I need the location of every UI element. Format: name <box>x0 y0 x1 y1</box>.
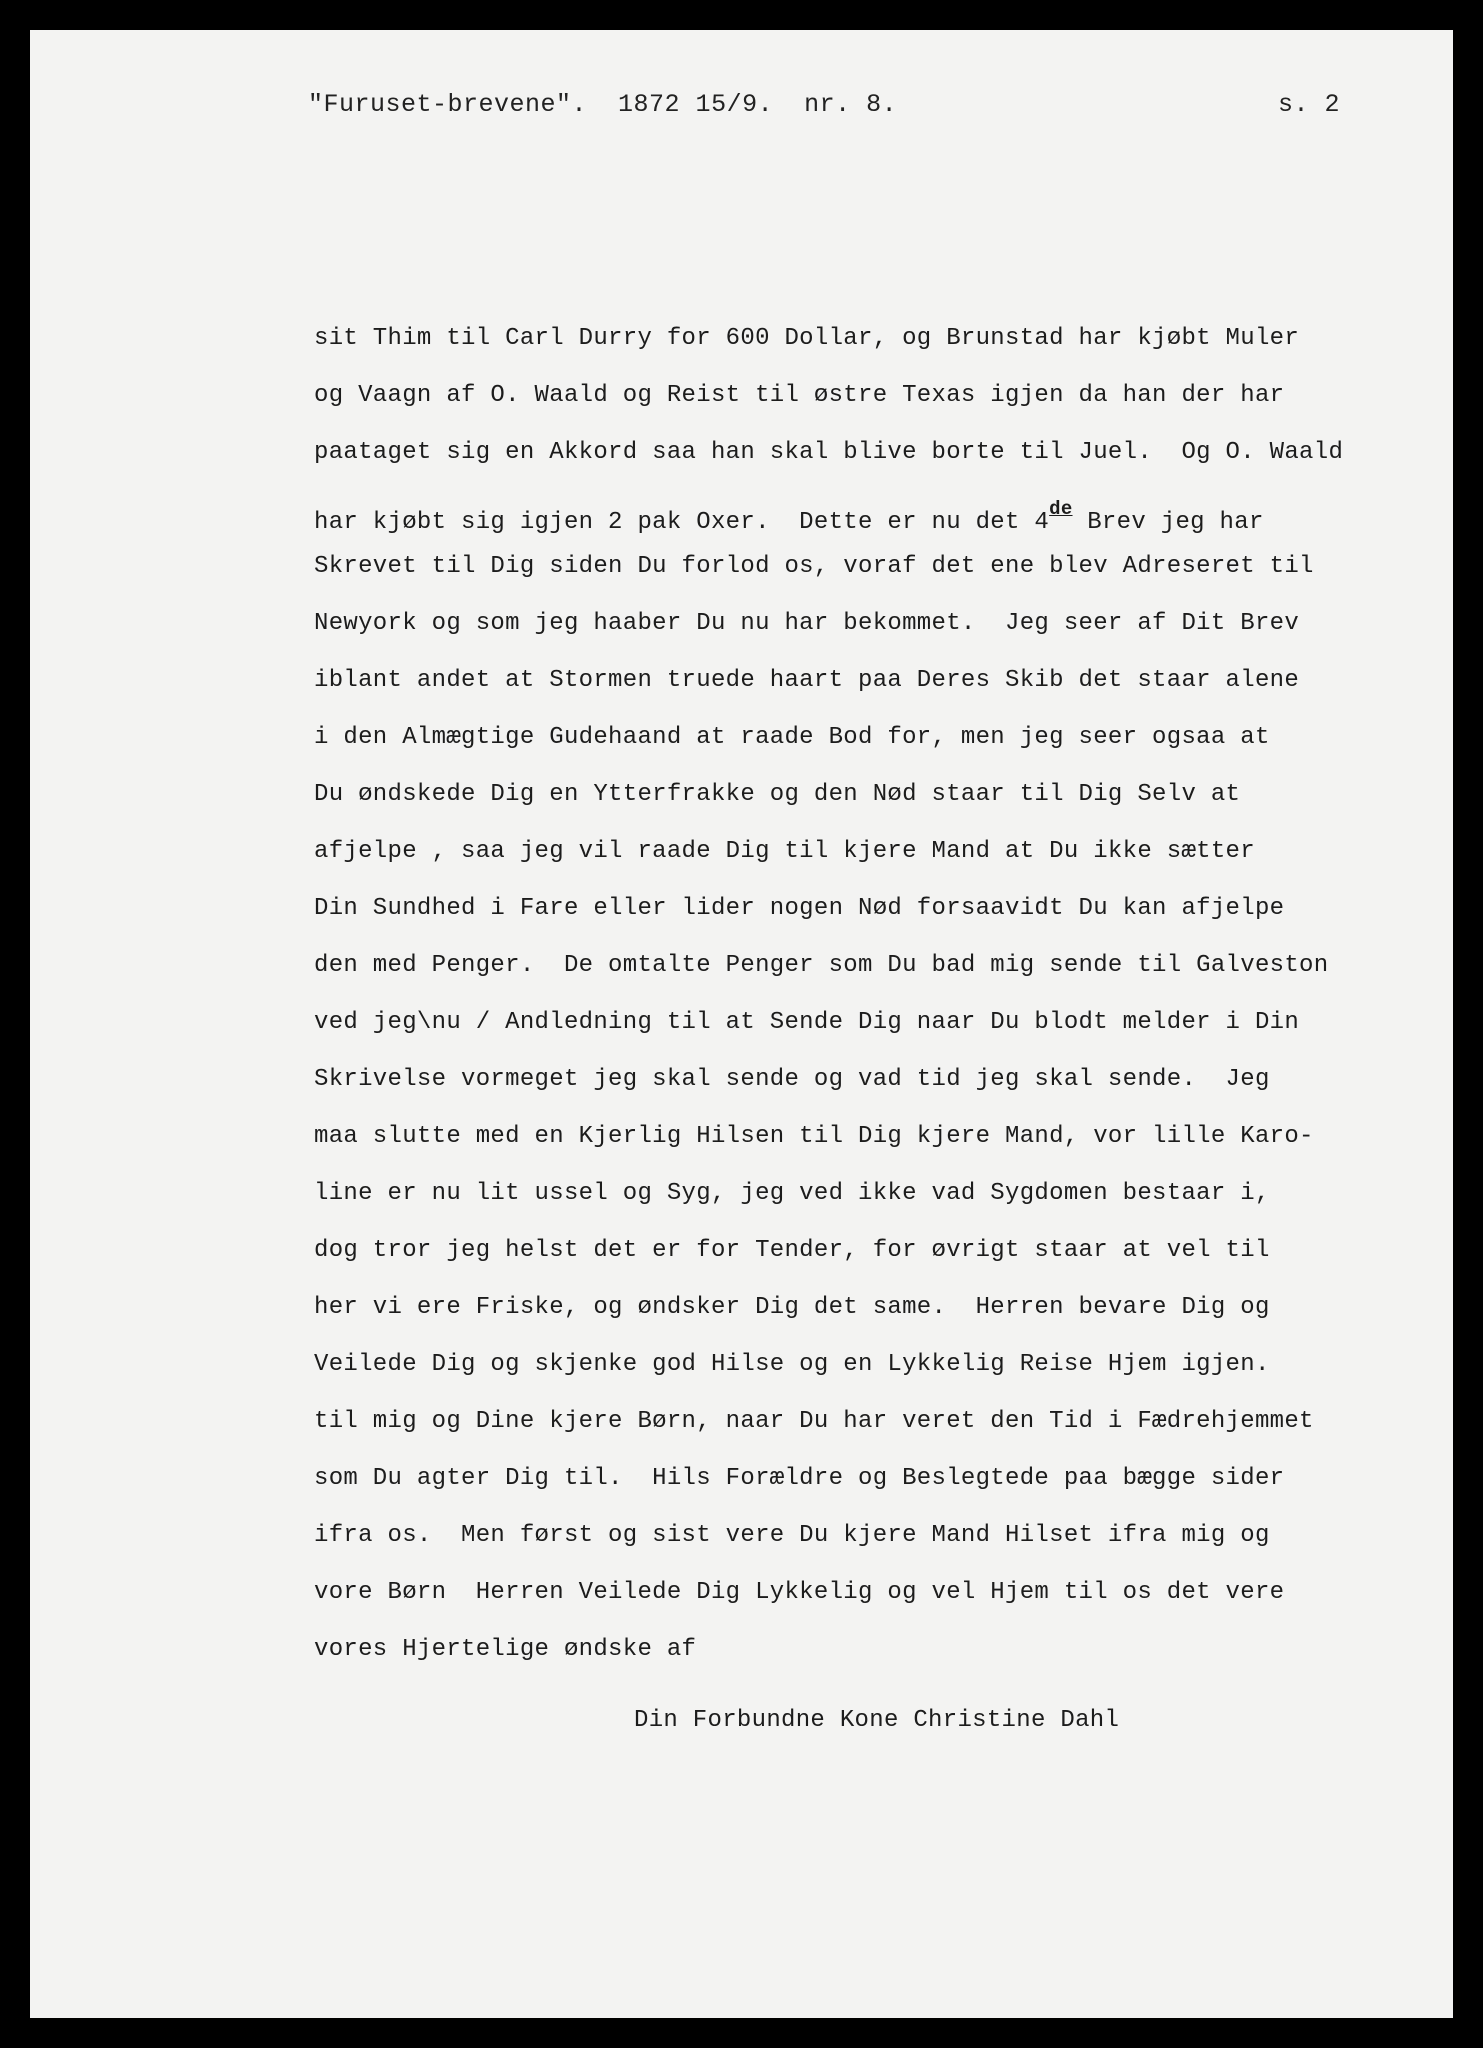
text-line: her vi ere Friske, og øndsker Dig det same. Herren bevare Dig og <box>314 1294 1270 1321</box>
letter-body <box>314 310 1354 1678</box>
signature-line: Din Forbundne Kone Christine Dahl <box>634 1707 1120 1734</box>
text-line: Din Sundhed i Fare eller lider nogen Nød forsaavidt Du kan afjelpe <box>314 895 1285 922</box>
text-line: dog tror jeg helst det er for Tender, for øvrigt staar at vel til <box>314 1237 1270 1264</box>
page-number: s. 2 <box>1277 90 1340 119</box>
text-line: Du øndskede Dig en Ytterfrakke og den Nød staar til Dig Selv at <box>314 781 1241 808</box>
text-line: til mig og Dine kjere Børn, naar Du har veret den Tid i Fædrehjemmet <box>314 1408 1314 1435</box>
text-line: i den Almægtige Gudehaand at raade Bod for, men jeg seer ogsaa at <box>314 724 1270 751</box>
text-line: line er nu lit ussel og Syg, jeg ved ikke vad Sygdomen bestaar i, <box>314 1180 1270 1207</box>
text-line: iblant andet at Stormen truede haart paa Deres Skib det staar alene <box>314 667 1300 694</box>
text-line: ved jeg\nu / Andledning til at Sende Dig naar Du blodt melder i Din <box>314 1009 1300 1036</box>
text-line: afjelpe , saa jeg vil raade Dig til kjere Mand at Du ikke sætter <box>314 838 1255 865</box>
page-header <box>308 90 1340 130</box>
text-line: Skrivelse vormeget jeg skal sende og vad tid jeg skal sende. Jeg <box>314 1066 1270 1093</box>
text-line: Skrevet til Dig siden Du forlod os, voraf det ene blev Adreseret til <box>314 553 1314 580</box>
text-line: som Du agter Dig til. Hils Forældre og Beslegtede paa bægge sider <box>314 1465 1285 1492</box>
text-line: maa slutte med en Kjerlig Hilsen til Dig kjere Mand, vor lille Karo- <box>314 1123 1314 1150</box>
text-line <box>314 481 1354 538</box>
text-line-part: har kjøbt sig igjen 2 pak Oxer. Dette er nu det 4 <box>314 509 1050 536</box>
text-line: og Vaagn af O. Waald og Reist til østre Texas igjen da han der har <box>314 382 1285 409</box>
text-line: vore Børn Herren Veilede Dig Lykkelig og vel Hjem til os det vere <box>314 1579 1285 1606</box>
text-line: vores Hjertelige øndske af <box>314 1636 697 1663</box>
text-line: den med Penger. De omtalte Penger som Du bad mig sende til Galveston <box>314 952 1329 979</box>
ordinal-superscript: de <box>1049 498 1073 520</box>
text-line-part: Brev jeg har <box>1072 509 1264 536</box>
document-page <box>30 30 1453 2018</box>
text-line: Veilede Dig og skjenke god Hilse og en Lykkelig Reise Hjem igjen. <box>314 1351 1270 1378</box>
document-title: "Furuset-brevene". 1872 15/9. nr. 8. <box>308 90 898 119</box>
text-line: paataget sig en Akkord saa han skal blive borte til Juel. Og O. Waald <box>314 439 1344 466</box>
text-line: ifra os. Men først og sist vere Du kjere Mand Hilset ifra mig og <box>314 1522 1270 1549</box>
text-line: Newyork og som jeg haaber Du nu har bekommet. Jeg seer af Dit Brev <box>314 610 1300 637</box>
text-line: sit Thim til Carl Durry for 600 Dollar, og Brunstad har kjøbt Muler <box>314 325 1300 352</box>
